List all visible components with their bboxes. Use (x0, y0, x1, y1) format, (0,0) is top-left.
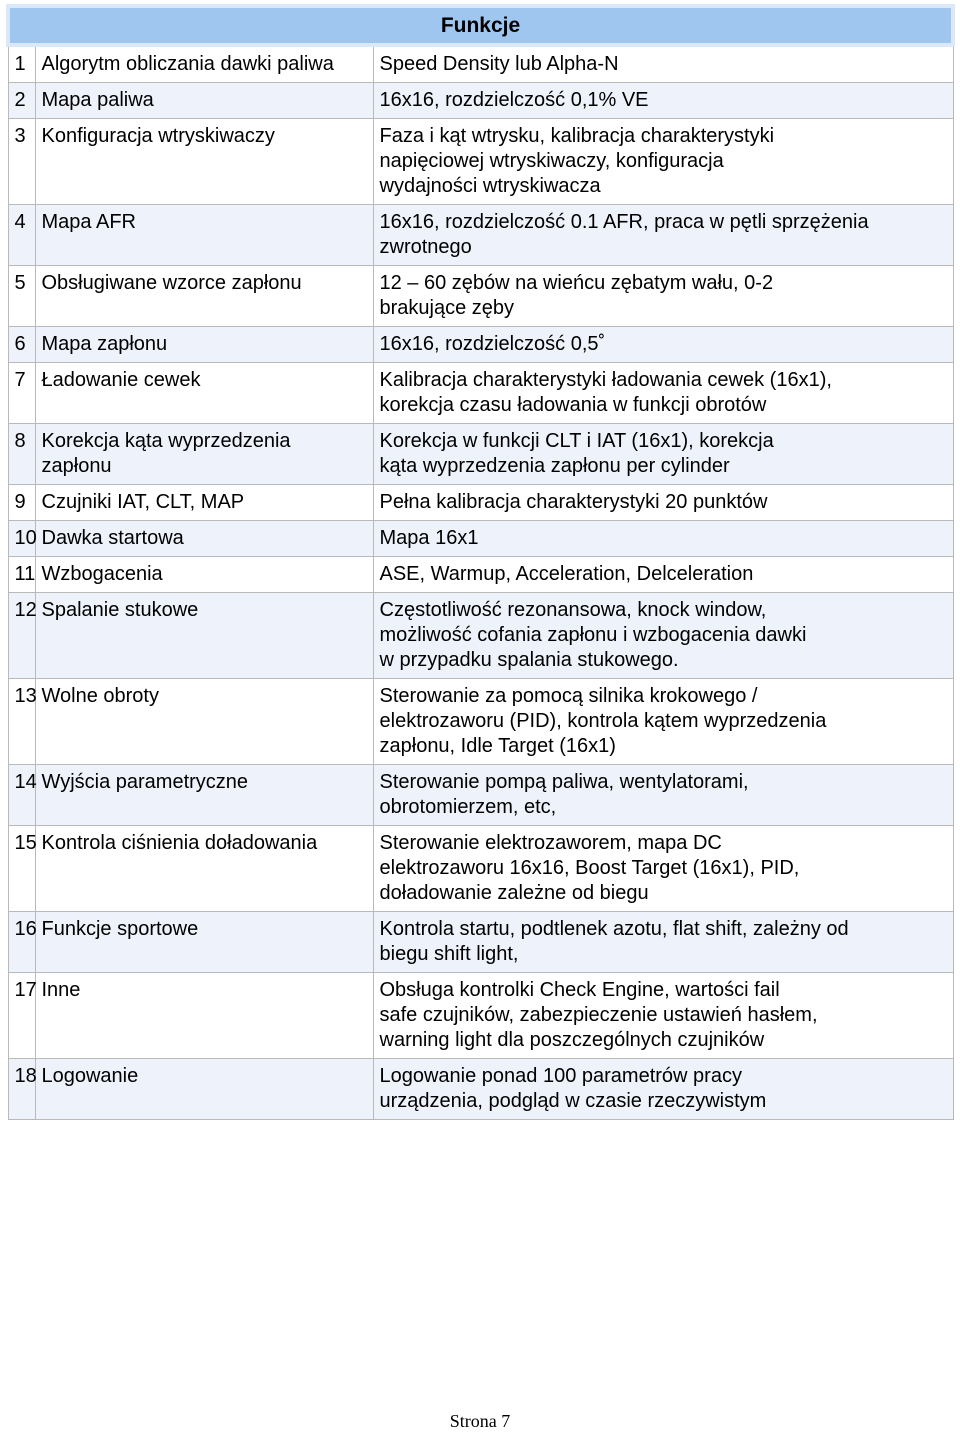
table-row (8, 83, 953, 119)
function-description-cell: Kontrola startu, podtlenek azotu, flat shift, zależny od biegu shift light, (373, 912, 953, 973)
row-number-cell: 2 (8, 83, 35, 119)
row-number-cell: 5 (8, 266, 35, 327)
row-number-cell: 3 (8, 119, 35, 205)
function-name-cell: Wzbogacenia (35, 557, 373, 593)
function-description-cell: Faza i kąt wtrysku, kalibracja charakterystyki napięciowej wtryskiwaczy, konfiguracja wydajności wtryskiwacza (373, 119, 953, 205)
page-number: Strona 7 (449, 1411, 511, 1431)
function-description-cell: Speed Density lub Alpha-N (373, 45, 953, 83)
table-row (8, 119, 953, 205)
function-description-cell: Mapa 16x1 (373, 521, 953, 557)
function-description-cell: 16x16, rozdzielczość 0,1% VE (373, 83, 953, 119)
function-name-cell: Mapa AFR (35, 205, 373, 266)
function-name-cell: Mapa paliwa (35, 83, 373, 119)
table-row (8, 424, 953, 485)
function-name-cell: Inne (35, 973, 373, 1059)
function-description-cell: Kalibracja charakterystyki ładowania cewek (16x1), korekcja czasu ładowania w funkcji obrotów (373, 363, 953, 424)
functions-table (6, 4, 955, 1120)
function-name-cell: Korekcja kąta wyprzedzenia zapłonu (35, 424, 373, 485)
function-name-cell: Czujniki IAT, CLT, MAP (35, 485, 373, 521)
row-number-cell: 11 (8, 557, 35, 593)
function-description-cell: 16x16, rozdzielczość 0.1 AFR, praca w pętli sprzężenia zwrotnego (373, 205, 953, 266)
row-number-cell: 14 (8, 765, 35, 826)
table-body (8, 45, 953, 1120)
function-name-cell: Algorytm obliczania dawki paliwa (35, 45, 373, 83)
table-row (8, 973, 953, 1059)
row-number-cell: 1 (8, 45, 35, 83)
function-description-cell: Częstotliwość rezonansowa, knock window, możliwość cofania zapłonu i wzbogacenia dawki w przypadku spalania stukowego. (373, 593, 953, 679)
table-row (8, 485, 953, 521)
table-row (8, 912, 953, 973)
row-number-cell: 6 (8, 327, 35, 363)
function-description-cell: Logowanie ponad 100 parametrów pracy urządzenia, podgląd w czasie rzeczywistym (373, 1059, 953, 1120)
table-row (8, 266, 953, 327)
table-row (8, 679, 953, 765)
function-description-cell: Sterowanie elektrozaworem, mapa DC elektrozaworu 16x16, Boost Target (16x1), PID, doładowanie zależne od biegu (373, 826, 953, 912)
table-row (8, 205, 953, 266)
function-name-cell: Dawka startowa (35, 521, 373, 557)
function-name-cell: Ładowanie cewek (35, 363, 373, 424)
row-number-cell: 18 (8, 1059, 35, 1120)
function-name-cell: Spalanie stukowe (35, 593, 373, 679)
function-description-cell: 12 – 60 zębów na wieńcu zębatym wału, 0-2 brakujące zęby (373, 266, 953, 327)
table-header-row (8, 6, 953, 45)
table-row (8, 593, 953, 679)
table-row (8, 45, 953, 83)
row-number-cell: 7 (8, 363, 35, 424)
row-number-cell: 12 (8, 593, 35, 679)
table-row (8, 521, 953, 557)
table-row (8, 363, 953, 424)
row-number-cell: 13 (8, 679, 35, 765)
row-number-cell: 4 (8, 205, 35, 266)
function-name-cell: Obsługiwane wzorce zapłonu (35, 266, 373, 327)
row-number-cell: 8 (8, 424, 35, 485)
function-name-cell: Mapa zapłonu (35, 327, 373, 363)
function-description-cell: Korekcja w funkcji CLT i IAT (16x1), korekcja kąta wyprzedzenia zapłonu per cylinder (373, 424, 953, 485)
function-description-cell: 16x16, rozdzielczość 0,5˚ (373, 327, 953, 363)
row-number-cell: 16 (8, 912, 35, 973)
function-name-cell: Konfiguracja wtryskiwaczy (35, 119, 373, 205)
row-number-cell: 9 (8, 485, 35, 521)
row-number-cell: 17 (8, 973, 35, 1059)
table-row (8, 327, 953, 363)
table-title: Funkcje (8, 6, 953, 45)
function-description-cell: Pełna kalibracja charakterystyki 20 punktów (373, 485, 953, 521)
function-name-cell: Wyjścia parametryczne (35, 765, 373, 826)
function-description-cell: Sterowanie za pomocą silnika krokowego / elektrozaworu (PID), kontrola kątem wyprzedzenia zapłonu, Idle Target (16x1) (373, 679, 953, 765)
function-name-cell: Funkcje sportowe (35, 912, 373, 973)
table-row (8, 557, 953, 593)
table-row (8, 826, 953, 912)
row-number-cell: 10 (8, 521, 35, 557)
table-row (8, 765, 953, 826)
function-description-cell: Obsługa kontrolki Check Engine, wartości fail safe czujników, zabezpieczenie ustawień hasłem, warning light dla poszczególnych czujników (373, 973, 953, 1059)
function-description-cell: ASE, Warmup, Acceleration, Delceleration (373, 557, 953, 593)
function-name-cell: Logowanie (35, 1059, 373, 1120)
function-description-cell: Sterowanie pompą paliwa, wentylatorami, obrotomierzem, etc, (373, 765, 953, 826)
function-name-cell: Wolne obroty (35, 679, 373, 765)
row-number-cell: 15 (8, 826, 35, 912)
function-name-cell: Kontrola ciśnienia doładowania (35, 826, 373, 912)
table-row (8, 1059, 953, 1120)
